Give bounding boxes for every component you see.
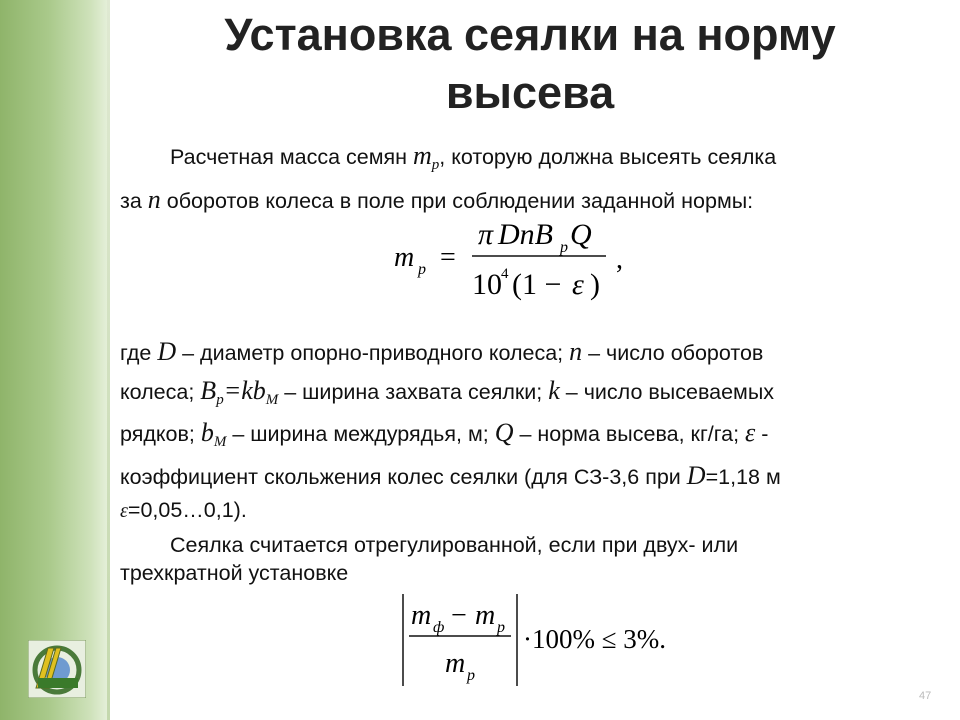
university-logo-icon <box>28 640 86 698</box>
check-line-2: трехкратной установке <box>120 561 349 585</box>
slide-title: Установка сеялки на норму высева <box>224 9 836 118</box>
formula2-num-s2: p <box>497 619 505 636</box>
formula1-pi: π <box>478 218 494 251</box>
intro-line-1: Расчетная масса семян $m_p$, которую должна высеять сеялка <box>170 141 777 173</box>
formula1-lhs: m <box>394 242 415 273</box>
formula1-den-10: 10 <box>472 268 502 301</box>
formula1-den-paren: (1 − <box>512 268 562 301</box>
formula1-den-exp: 4 <box>501 266 509 282</box>
formula1-eq: = <box>440 242 456 273</box>
formula2-num-s1: ф <box>433 619 445 636</box>
formula2-den-s: p <box>467 667 475 684</box>
formula2-tail: ·100% ≤ 3%. <box>523 624 667 654</box>
formula1-den-close: ) <box>590 268 600 301</box>
deviation-formula <box>395 590 715 690</box>
defs-line-2: колеса; $B_p=kb_M$ – ширина захвата сеялки; k – число высеваемых <box>120 376 775 408</box>
formula2-num-m2: m <box>475 600 496 631</box>
page-number: 47 <box>919 690 932 702</box>
defs-line-3: рядков; $b_M$ – ширина междурядья, м; Q – норма высева, кг/га; ε - <box>120 418 769 450</box>
formula1-lhs-sub: p <box>418 261 426 278</box>
defs-line-1: где D – диаметр опорно-приводного колеса; n – число оборотов <box>120 337 764 366</box>
formula1-q: Q <box>570 218 592 251</box>
formula1-num-sub: p <box>560 239 568 256</box>
formula2-num-minus: − <box>451 600 467 631</box>
formula1-den-eps: ε <box>572 268 584 301</box>
defs-line-4: коэффициент скольжения колес сеялки (для СЗ-3,6 при D=1,18 м <box>120 461 781 490</box>
side-divider <box>107 0 110 720</box>
check-line-1: Сеялка считается отрегулированной, если при двух- или <box>170 533 739 557</box>
side-decoration-bar <box>0 0 107 720</box>
formula1-comma: , <box>616 244 623 275</box>
formula2-den-m: m <box>445 648 466 679</box>
intro-line-2: за n оборотов колеса в поле при соблюдении заданной нормы: <box>120 185 754 214</box>
formula1-dnb: DnB <box>498 218 553 251</box>
defs-line-5: ε=0,05…0,1). <box>120 498 247 522</box>
seed-mass-formula <box>388 210 648 310</box>
formula2-num-m1: m <box>411 600 432 631</box>
